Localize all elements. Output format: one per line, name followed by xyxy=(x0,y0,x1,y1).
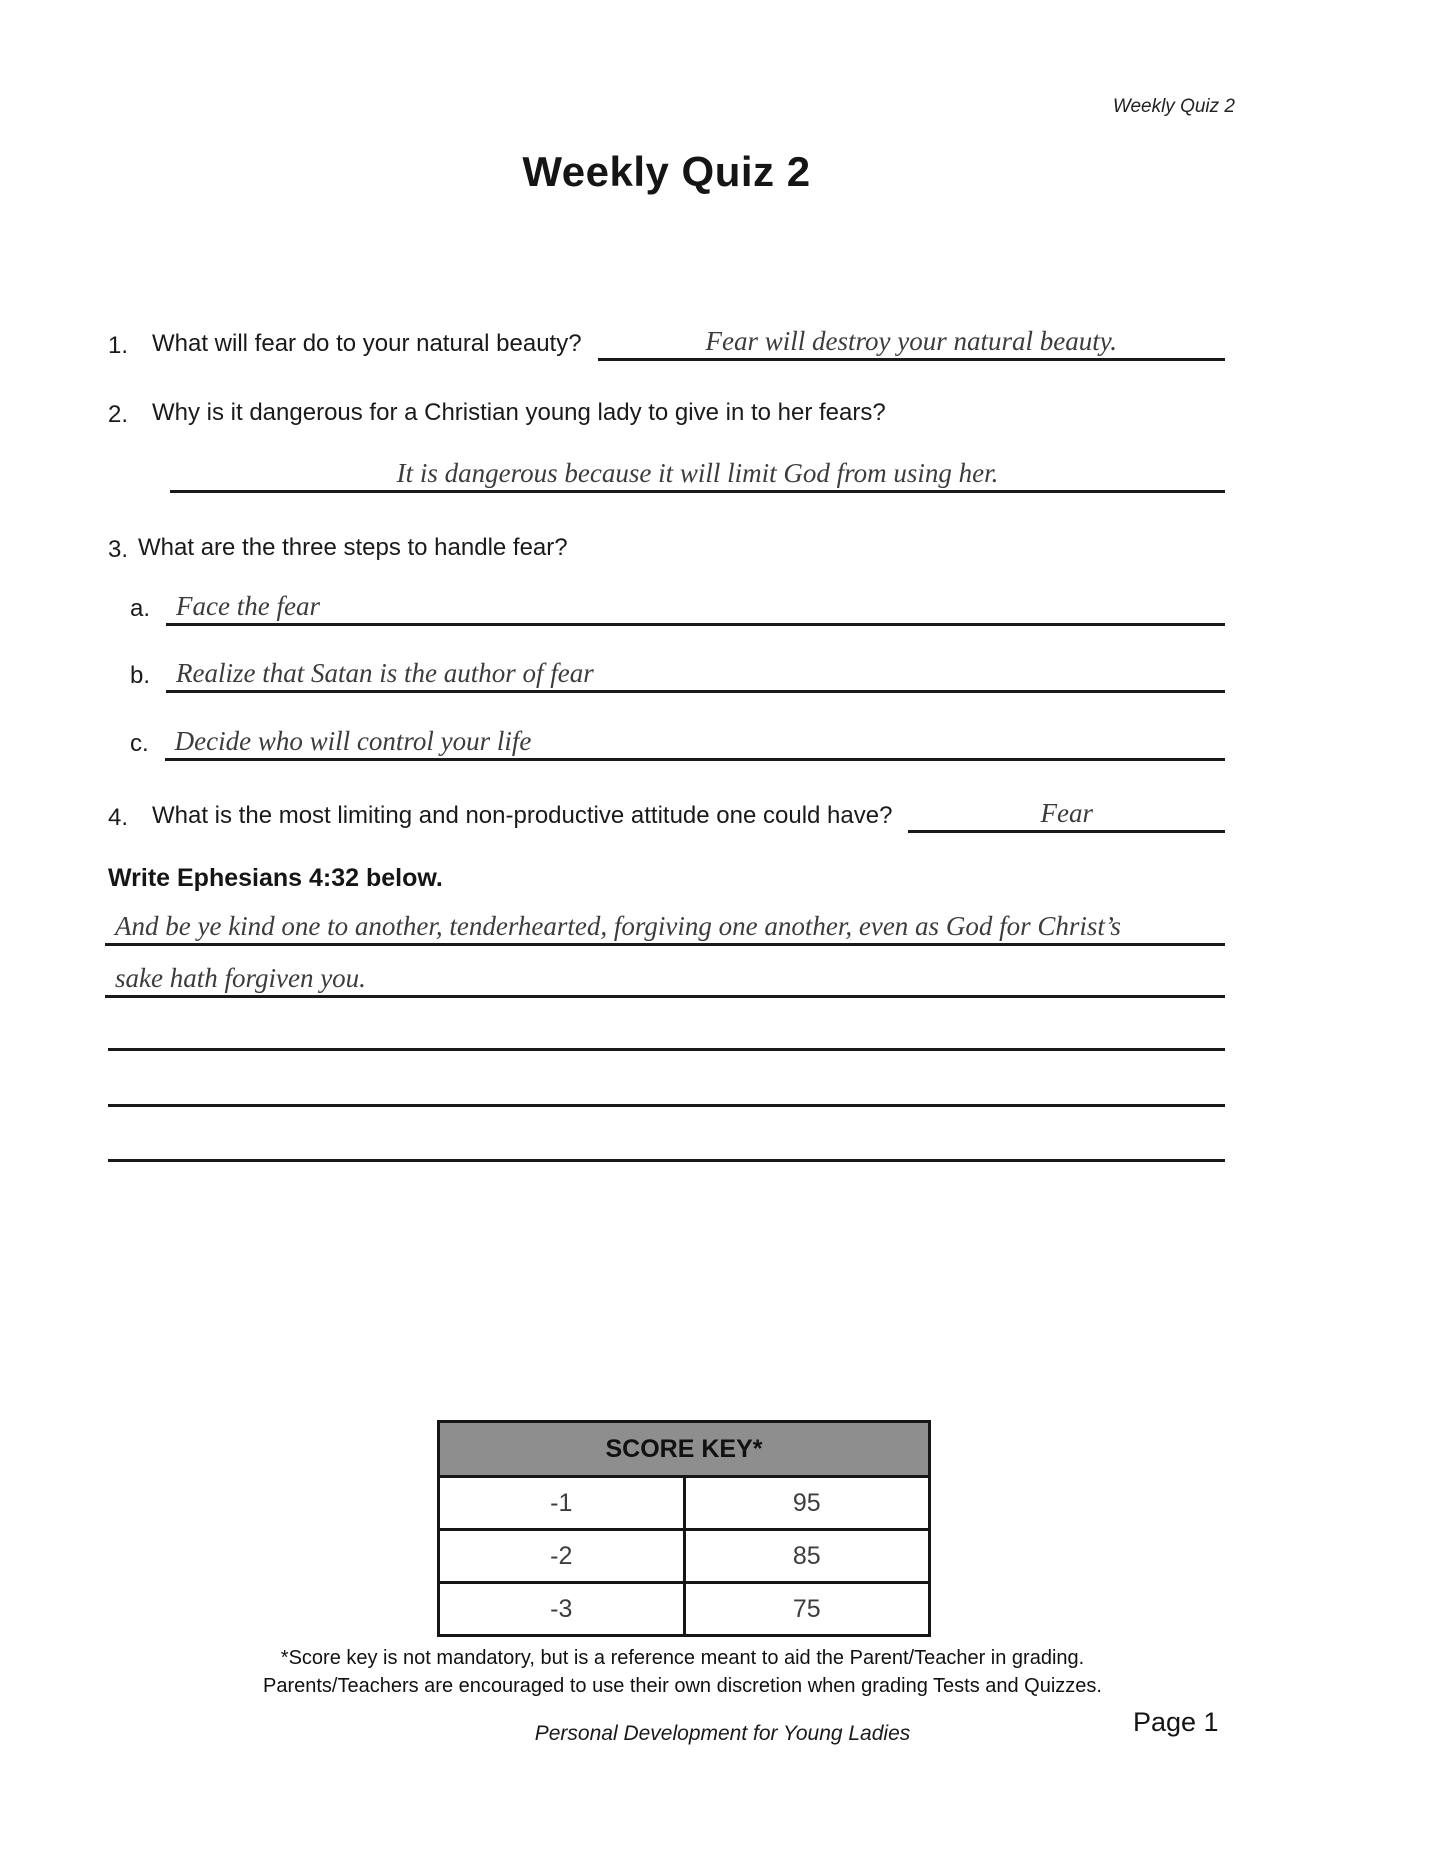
question-4-text: What is the most limiting and non-productive attitude one could have? xyxy=(152,802,893,829)
blank-answer-line-3[interactable] xyxy=(108,1159,1225,1162)
score-key-table xyxy=(437,1420,931,1637)
question-1-answer-line[interactable] xyxy=(598,326,1225,361)
score-key-row-3 xyxy=(439,1583,930,1636)
question-3c-answer: Decide who will control your life xyxy=(174,726,532,756)
question-3-part-b xyxy=(130,655,1225,693)
verse-line-2[interactable] xyxy=(105,955,1225,998)
running-header: Weekly Quiz 2 xyxy=(1112,96,1235,117)
score-key-header-cell: SCORE KEY* xyxy=(439,1422,930,1477)
question-3-part-c xyxy=(130,723,1225,761)
question-4-answer-line[interactable] xyxy=(908,798,1225,833)
question-2-text: Why is it dangerous for a Christian young lady to give in to her fears? xyxy=(152,399,886,426)
page-title: Weekly Quiz 2 xyxy=(522,148,811,195)
question-4-number: 4. xyxy=(108,804,129,831)
page-number: Page 1 xyxy=(1133,1707,1219,1737)
question-3b-answer-line[interactable] xyxy=(166,658,1225,693)
footnote-line-2: Parents/Teachers are encouraged to use their own discretion when grading Tests and Quizzes. xyxy=(262,1675,1102,1697)
question-3-number: 3. xyxy=(108,536,129,563)
score-key-deduction-2: -2 xyxy=(439,1530,685,1583)
score-key-header-row xyxy=(439,1422,930,1477)
question-1 xyxy=(108,326,1225,361)
verse-text-2: sake hath forgiven you. xyxy=(115,963,366,993)
score-key-row-2 xyxy=(439,1530,930,1583)
question-1-answer: Fear will destroy your natural beauty. xyxy=(705,326,1118,356)
footnote-line-1: *Score key is not mandatory, but is a reference meant to aid the Parent/Teacher in grading. xyxy=(280,1647,1085,1669)
question-3-part-a xyxy=(130,588,1225,626)
question-3c-answer-line[interactable] xyxy=(165,726,1225,761)
score-key-row-1 xyxy=(439,1477,930,1530)
question-3b-answer: Realize that Satan is the author of fear xyxy=(176,658,594,688)
blank-answer-line-1[interactable] xyxy=(108,1048,1225,1051)
score-key-deduction-3: -3 xyxy=(439,1583,685,1636)
blank-answer-line-2[interactable] xyxy=(108,1104,1225,1107)
question-4 xyxy=(108,798,1225,833)
score-key-deduction-1: -1 xyxy=(439,1477,685,1530)
question-1-text: What will fear do to your natural beauty? xyxy=(152,330,582,357)
question-3 xyxy=(108,533,1225,565)
score-key-score-3: 75 xyxy=(684,1583,930,1636)
verse-text-1: And be ye kind one to another, tenderhearted, forgiving one another, even as God for Christ’s xyxy=(115,911,1121,941)
verse-line-1[interactable] xyxy=(105,903,1225,946)
question-2-number: 2. xyxy=(108,401,129,428)
score-key-score-2: 85 xyxy=(684,1530,930,1583)
question-3a-label: a. xyxy=(130,595,151,622)
question-3b-label: b. xyxy=(130,662,151,689)
question-3a-answer: Face the fear xyxy=(176,591,320,621)
question-3a-answer-line[interactable] xyxy=(166,591,1225,626)
score-key-score-1: 95 xyxy=(684,1477,930,1530)
question-3c-label: c. xyxy=(130,730,149,757)
verse-prompt: Write Ephesians 4:32 below. xyxy=(108,864,443,892)
question-3-text: What are the three steps to handle fear? xyxy=(138,534,568,561)
question-2 xyxy=(108,398,1225,430)
score-key-footnote xyxy=(120,1644,1245,1700)
footer-title: Personal Development for Young Ladies xyxy=(534,1722,911,1745)
question-2-answer: It is dangerous because it will limit God from using her. xyxy=(396,458,999,488)
question-2-answer-line[interactable] xyxy=(170,446,1225,493)
question-4-answer: Fear xyxy=(1040,798,1093,828)
question-1-number: 1. xyxy=(108,332,129,359)
